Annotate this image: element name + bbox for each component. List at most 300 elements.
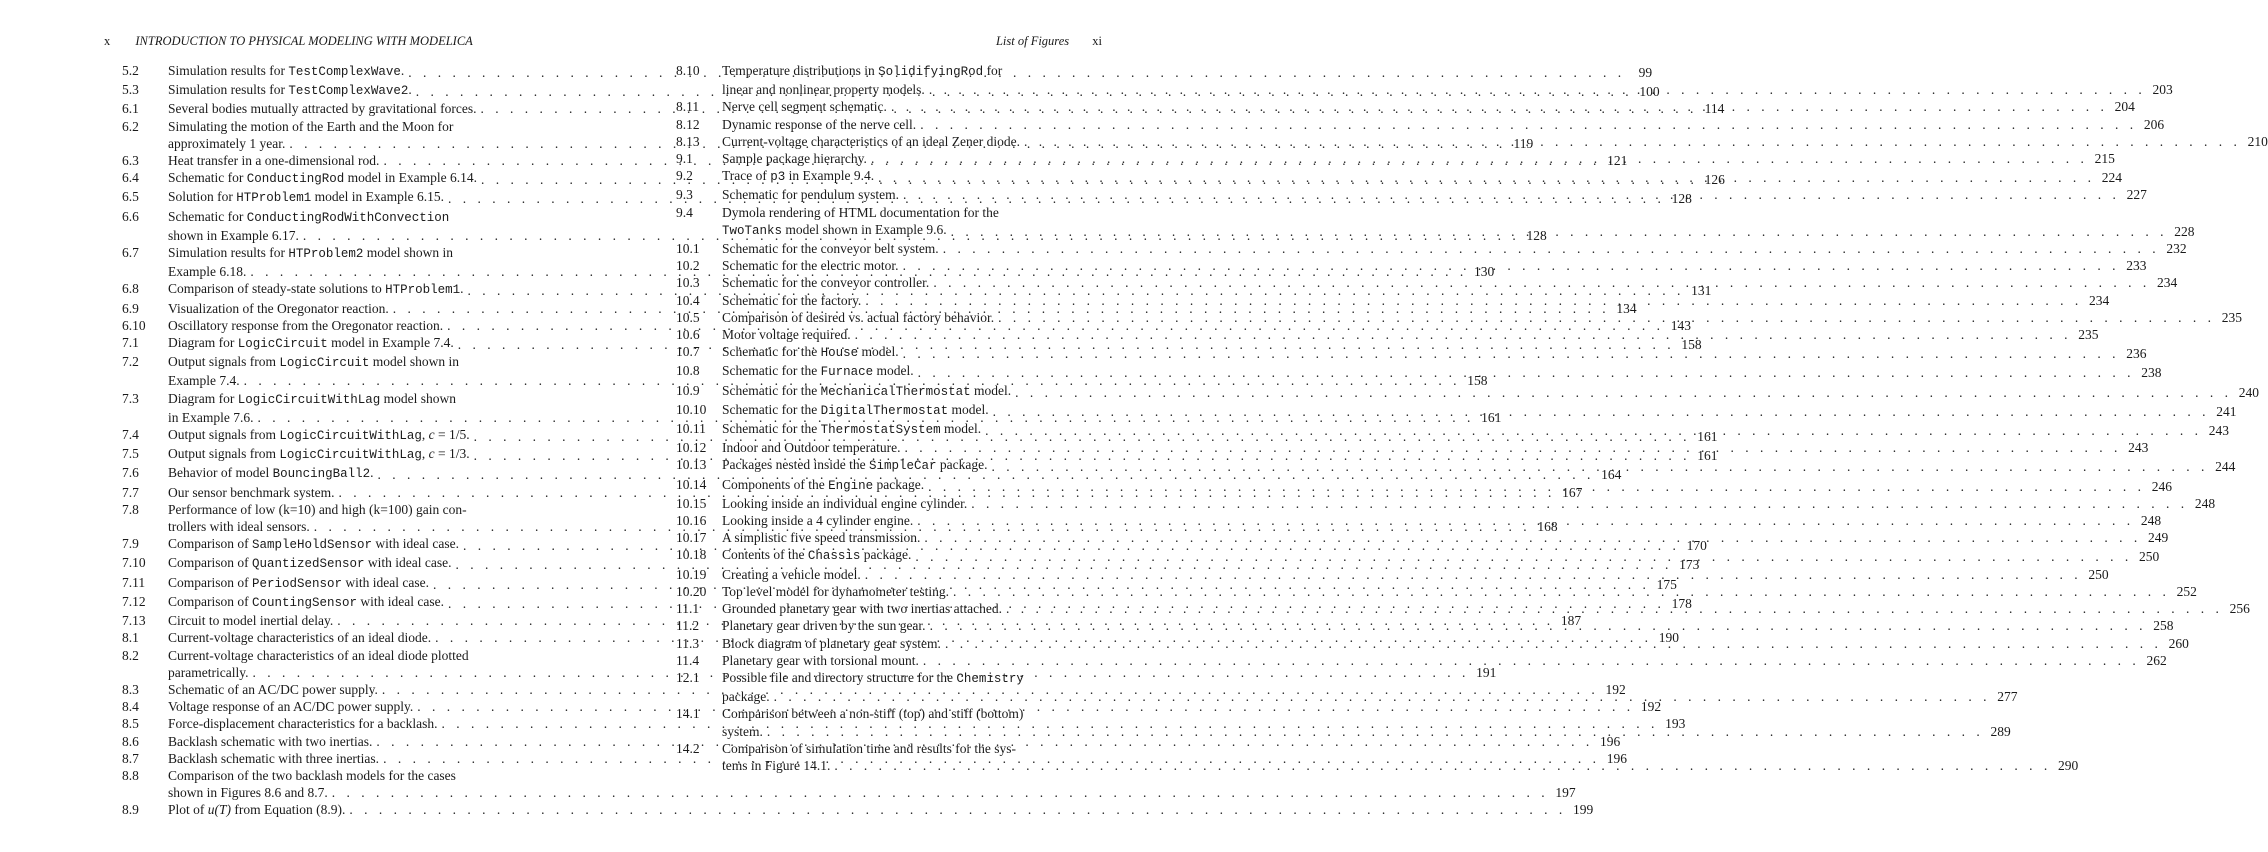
figure-entry — [676, 116, 2165, 133]
figure-entry — [676, 566, 2109, 583]
caption-line — [722, 98, 2135, 115]
figure-number: 8.12 — [676, 116, 700, 132]
caption-line — [168, 801, 1593, 818]
page-ref: 168 — [1537, 519, 1558, 535]
caption-text: trollers with ideal sensors. — [168, 519, 310, 535]
caption-text: Schematic for the electric motor. — [722, 258, 899, 274]
caption-line — [722, 116, 2164, 133]
figure-number: 5.2 — [122, 63, 139, 78]
caption-text: Diagram for LogicCircuit model in Example 7.4. — [168, 335, 454, 352]
page-ref: 191 — [1476, 664, 1497, 680]
caption-text: Top level model for dynamometer testing. — [722, 583, 949, 599]
figure-caption — [722, 652, 2167, 669]
figure-entry — [676, 326, 2099, 343]
figure-number: 8.8 — [122, 767, 139, 783]
caption-text: Comparison of simulation time and results for the sys- — [722, 740, 1016, 756]
figure-number: 11.1 — [676, 601, 700, 617]
figure-number: 11.3 — [676, 635, 700, 651]
caption-text: Solution for HTProblem1 model in Example 6.15. — [168, 189, 445, 206]
page-ref: 258 — [2153, 618, 2174, 634]
figure-caption — [722, 362, 2161, 381]
caption-line — [722, 309, 2242, 326]
page-ref: 187 — [1560, 613, 1582, 629]
caption-text: Schematic for the MechanicalThermostat model. — [722, 382, 1012, 399]
caption-text: Schematic for the conveyor controller. — [722, 275, 930, 291]
page-ref: 175 — [1656, 576, 1677, 592]
dot-leader — [834, 757, 2051, 774]
caption-text: Sample package hierarchy. — [722, 151, 867, 167]
dot-leader — [878, 169, 2095, 186]
code-name: BouncingBall2 — [272, 467, 371, 482]
code-name: p3 — [770, 170, 786, 185]
figure-caption — [722, 669, 2017, 705]
page-ref: 206 — [2143, 116, 2165, 132]
page-ref: 249 — [2148, 530, 2169, 546]
figure-caption — [722, 420, 2229, 439]
dot-leader — [767, 723, 1984, 740]
caption-text: Output signals from LogicCircuit model shown in — [168, 354, 460, 371]
figure-caption — [722, 62, 2173, 98]
figure-caption — [722, 495, 2215, 512]
caption-line — [722, 150, 2115, 167]
caption-line — [722, 456, 2235, 475]
caption-text: Schematic for the ThermostatSystem model. — [722, 421, 982, 438]
code-name: HTProblem2 — [288, 247, 364, 262]
page-ref: 126 — [1704, 172, 1725, 188]
left-page-header — [104, 34, 473, 49]
figure-number: 10.18 — [676, 547, 707, 563]
figure-number: 6.1 — [122, 101, 139, 117]
caption-text: Grounded planetary gear with two inertias attached. — [722, 601, 1003, 617]
code-name: LogicCircuit — [237, 337, 328, 352]
caption-text: linear and nonlinear property models. — [722, 82, 925, 98]
figure-number: 8.6 — [122, 733, 139, 749]
caption-text: Trace of p3 in Example 9.4. — [722, 168, 875, 185]
code-name: LogicCircuitWithLag — [279, 448, 422, 463]
page-ref: 235 — [2078, 327, 2099, 343]
caption-text: Comparison of SampleHoldSensor with ideal case. — [168, 536, 459, 553]
caption-line — [722, 740, 2078, 757]
caption-line — [722, 292, 2109, 309]
dot-leader — [1006, 600, 2223, 617]
page-ref: 128 — [1671, 191, 1692, 207]
figure-number: 10.6 — [676, 327, 700, 343]
page-ref: 167 — [1562, 484, 1583, 500]
code-name: SimpleCar — [868, 459, 937, 474]
page-ref: 241 — [2216, 403, 2237, 419]
caption-text: Voltage response of an AC/DC power supply. — [168, 699, 414, 715]
figure-caption — [722, 401, 2237, 420]
caption-text: Current-voltage characteristics of an ideal diode. — [168, 630, 432, 646]
dot-leader — [349, 801, 1566, 818]
figure-number: 10.14 — [676, 476, 707, 492]
dot-leader — [924, 529, 2141, 546]
caption-line — [168, 784, 1576, 801]
page-ref: 143 — [1670, 317, 1692, 333]
page-ref: 158 — [1681, 337, 1702, 353]
caption-text: Packages nested inside the SimpleCar package. — [722, 457, 988, 474]
caption-line — [722, 439, 2148, 456]
dot-leader — [865, 566, 2082, 583]
caption-line — [722, 529, 2168, 546]
caption-line — [722, 512, 2161, 529]
figure-caption — [722, 343, 2146, 362]
figure-number: 11.4 — [676, 652, 700, 668]
figure-number: 9.4 — [676, 204, 693, 220]
dot-leader — [903, 257, 2120, 274]
figure-caption — [722, 740, 2078, 774]
figure-caption — [722, 98, 2135, 115]
page-ref: 215 — [2094, 151, 2115, 167]
caption-text: Backlash schematic with three inertias. — [168, 750, 380, 766]
dot-leader — [903, 186, 2120, 203]
caption-text: Example 6.18. — [168, 264, 247, 280]
figure-number: 10.8 — [676, 363, 700, 379]
figure-number: 8.10 — [676, 63, 700, 78]
dot-leader — [774, 688, 1991, 705]
caption-text: Diagram for LogicCircuitWithLag model shown — [168, 390, 457, 407]
figure-caption — [722, 456, 2235, 475]
caption-text: package. — [722, 689, 770, 705]
page-ref: 114 — [1704, 101, 1725, 117]
caption-line — [722, 133, 2268, 150]
caption-text: Creating a vehicle model. — [722, 566, 861, 582]
caption-text: shown in Example 6.17. — [168, 227, 299, 243]
code-name: SampleHoldSensor — [252, 538, 373, 553]
caption-text: Motor voltage required. — [722, 327, 851, 343]
figure-number: 10.2 — [676, 258, 700, 274]
math-symbol: c — [428, 427, 435, 443]
page-ref: 243 — [2208, 423, 2229, 439]
page-ref: 234 — [2156, 275, 2178, 291]
figure-number: 6.3 — [122, 153, 139, 169]
caption-text: Looking inside a 4 cylinder engine. — [722, 513, 914, 529]
page-ref: 197 — [1555, 785, 1576, 801]
caption-text: Oscillatory response from the Oregonator reaction. — [168, 317, 444, 333]
dot-leader — [933, 274, 2150, 291]
caption-text: Current-voltage characteristics of an ideal Zener diode. — [722, 133, 1020, 149]
caption-text: Example 7.4. — [168, 373, 240, 389]
dot-leader — [332, 784, 1549, 801]
caption-text: Force-displacement characteristics for a backlash. — [168, 716, 438, 732]
dot-leader — [923, 652, 2140, 669]
caption-text: Schematic for the Furnace model. — [722, 363, 914, 380]
page-ref: 256 — [2229, 601, 2250, 617]
caption-line — [722, 723, 2011, 740]
figure-caption — [722, 705, 2011, 739]
figure-number: 7.11 — [122, 574, 146, 590]
caption-text: Simulation results for TestComplexWave. — [168, 63, 405, 79]
caption-line — [722, 757, 2078, 774]
code-name: SolidifyingRod — [878, 65, 984, 79]
caption-text: Our sensor benchmark system. — [168, 484, 335, 500]
code-name: HTProblem1 — [385, 283, 461, 298]
page-ref: 199 — [1573, 802, 1594, 818]
caption-line — [722, 274, 2177, 291]
page-ref: 204 — [2114, 99, 2135, 115]
dot-leader — [1024, 133, 2241, 150]
caption-text: Possible file and directory structure for the Chemistry — [722, 669, 1024, 686]
page-ref: 250 — [2138, 549, 2160, 565]
figure-caption — [722, 326, 2098, 343]
caption-text: Schematic for the factory. — [722, 292, 862, 308]
caption-line — [722, 362, 2161, 381]
figure-number: 9.2 — [676, 168, 693, 184]
caption-text: approximately 1 year. — [168, 135, 286, 151]
figure-number: 8.7 — [122, 750, 139, 766]
dot-leader — [991, 458, 2208, 475]
page-ref: 246 — [2151, 478, 2172, 494]
figure-number: 7.7 — [122, 484, 139, 500]
figure-number: 8.2 — [122, 647, 139, 663]
caption-text: Several bodies mutually attracted by gravitational forces. — [168, 101, 477, 117]
code-name: CountingSensor — [252, 595, 358, 610]
right-page-number: xi — [1092, 34, 1102, 48]
figure-number: 6.6 — [122, 208, 139, 224]
figure-number: 10.10 — [676, 401, 707, 417]
figure-caption — [722, 133, 2268, 150]
figure-number: 7.3 — [122, 390, 139, 406]
caption-text: Schematic of an AC/DC power supply. — [168, 681, 378, 697]
page-ref: 170 — [1686, 538, 1707, 554]
page-ref: 210 — [2247, 133, 2268, 149]
caption-text: Performance of low (k=10) and high (k=100) gain con- — [168, 501, 467, 517]
figure-number: 9.1 — [676, 151, 693, 167]
caption-text: Comparison of CountingSensor with ideal case. — [168, 593, 444, 610]
caption-text: in Example 7.6. — [168, 409, 254, 425]
figure-number: 7.9 — [122, 536, 139, 552]
page-ref: 228 — [2174, 223, 2195, 239]
code-name: ConductingRodWithConvection — [246, 210, 450, 225]
figure-number: 8.11 — [676, 99, 700, 115]
figure-number: 10.16 — [676, 513, 707, 529]
figure-number: 10.3 — [676, 275, 700, 291]
caption-line — [722, 343, 2146, 362]
page-ref: 192 — [1640, 699, 1662, 715]
left-page-number: x — [104, 34, 111, 48]
caption-line — [722, 401, 2237, 420]
figure-number: 10.15 — [676, 495, 707, 511]
caption-text: Dymola rendering of HTML documentation for the — [722, 204, 999, 220]
figure-caption — [168, 801, 1593, 818]
figure-number: 6.2 — [122, 118, 139, 134]
page-ref: 240 — [2238, 384, 2259, 400]
figure-caption — [722, 583, 2197, 600]
caption-line — [722, 705, 2011, 722]
page-ref: 260 — [2168, 635, 2189, 651]
figure-number: 8.4 — [122, 699, 139, 715]
caption-text: Simulating the motion of the Earth and the Moon for — [168, 118, 454, 134]
figure-number: 8.5 — [122, 716, 139, 732]
caption-text: tems in Figure 14.1. — [722, 757, 831, 773]
figure-number: 6.5 — [122, 189, 139, 205]
page-ref: 190 — [1658, 630, 1680, 646]
page-ref: 233 — [2126, 258, 2147, 274]
code-name: ThermostatSystem — [820, 423, 941, 438]
figure-entry — [676, 240, 2187, 257]
code-name: LogicCircuitWithLag — [279, 429, 422, 444]
figure-caption — [722, 257, 2146, 274]
page-ref: 192 — [1605, 681, 1626, 697]
dot-leader — [920, 116, 2137, 133]
math-symbol: c — [428, 446, 435, 462]
page-ref: 248 — [2194, 495, 2216, 511]
dot-leader — [915, 548, 2132, 565]
caption-text: Heat transfer in a one-dimensional rod. — [168, 153, 380, 169]
page-ref: 236 — [2126, 346, 2147, 362]
caption-text: A simplistic five speed transmission. — [722, 530, 921, 546]
caption-text: Comparison between a non-stiff (top) and stiff (bottom) — [722, 706, 1024, 722]
figure-number: 14.2 — [676, 740, 700, 756]
code-name: DigitalThermostat — [820, 403, 949, 418]
figure-number: 7.10 — [122, 555, 146, 571]
figure-number: 5.3 — [122, 82, 139, 98]
caption-line — [722, 600, 2250, 617]
figure-number: 10.11 — [676, 421, 706, 437]
figure-caption — [722, 439, 2148, 456]
page-ref: 244 — [2215, 459, 2236, 475]
caption-line — [722, 476, 2172, 495]
caption-line — [722, 326, 2098, 343]
figure-number: 6.4 — [122, 170, 139, 186]
page-ref: 252 — [2176, 583, 2197, 599]
figure-number: 6.8 — [122, 281, 139, 297]
dot-leader — [998, 309, 2215, 326]
figure-caption — [722, 116, 2164, 133]
caption-text: Backlash schematic with two inertias. — [168, 733, 373, 749]
figure-caption — [722, 204, 2195, 240]
code-name: Chemistry — [956, 671, 1024, 686]
caption-text: Planetary gear driven by the sun gear. — [722, 618, 926, 634]
caption-text: Visualization of the Oregonator reaction. — [168, 300, 389, 316]
figure-number: 7.5 — [122, 446, 139, 462]
code-name: HTProblem1 — [236, 191, 312, 206]
left-running-title: INTRODUCTION TO PHYSICAL MODELING WITH MODELICA — [135, 34, 473, 48]
caption-line — [722, 617, 2173, 634]
dot-leader — [930, 617, 2147, 634]
code-name: MechanicalThermostat — [820, 384, 971, 399]
dot-leader — [993, 403, 2210, 420]
code-name: Chassis — [807, 549, 861, 564]
figure-caption — [722, 292, 2109, 309]
figure-number: 10.9 — [676, 382, 700, 398]
caption-text: TwoTanks model shown in Example 9.6. — [722, 221, 947, 238]
caption-text: Output signals from LogicCircuitWithLag, c = 1/5. — [168, 427, 470, 444]
figure-number: 6.7 — [122, 245, 139, 261]
caption-text: Schematic for ConductingRod model in Example 6.14. — [168, 170, 477, 187]
figure-number: 10.13 — [676, 457, 707, 473]
caption-text: Output signals from LogicCircuitWithLag, c = 1/3. — [168, 446, 470, 463]
figure-caption — [722, 274, 2177, 291]
dot-leader — [929, 81, 2146, 98]
dot-leader — [1015, 384, 2232, 401]
caption-text: Contents of the Chassis package. — [722, 547, 912, 564]
code-name: TestComplexWave — [288, 65, 401, 79]
figure-number: 8.13 — [676, 133, 700, 149]
code-name: House — [820, 346, 859, 361]
caption-text: Indoor and Outdoor temperature. — [722, 440, 901, 456]
dot-leader — [953, 583, 2170, 600]
dot-leader — [871, 150, 2088, 167]
caption-text: Plot of u(T) from Equation (8.9). — [168, 802, 346, 818]
caption-text: Components of the Engine package. — [722, 476, 925, 493]
caption-line — [722, 688, 2017, 705]
caption-text: Looking inside an individual engine cylinder. — [722, 495, 968, 511]
dot-leader — [945, 635, 2162, 652]
caption-line — [722, 635, 2189, 652]
caption-text: Current-voltage characteristics of an ideal diode plotted — [168, 647, 469, 663]
page-ref: 277 — [1997, 689, 2018, 705]
figure-number: 7.12 — [122, 593, 146, 609]
figure-caption — [722, 167, 2122, 186]
dot-leader — [985, 422, 2202, 439]
figure-number: 7.13 — [122, 613, 146, 629]
figure-number: 10.12 — [676, 440, 707, 456]
figure-number: 14.1 — [676, 706, 700, 722]
code-name: LogicCircuit — [279, 356, 370, 371]
caption-text: Dynamic response of the nerve cell. — [722, 116, 917, 132]
caption-line — [722, 420, 2229, 439]
page-ref: 161 — [1481, 409, 1502, 425]
page-ref: 130 — [1473, 264, 1495, 280]
dot-leader — [891, 98, 2108, 115]
caption-text: parametrically. — [168, 664, 249, 680]
figure-number: 6.10 — [122, 317, 146, 333]
caption-text: Block diagram of planetary gear system. — [722, 635, 941, 651]
page-ref: 178 — [1671, 595, 1692, 611]
caption-text: Planetary gear with torsional mount. — [722, 652, 919, 668]
figure-entry — [122, 767, 1576, 801]
page-ref: 290 — [2058, 757, 2079, 773]
figure-number: 10.20 — [676, 583, 707, 599]
page-ref: 161 — [1697, 429, 1718, 445]
figure-number: 7.2 — [122, 354, 139, 370]
dot-leader — [903, 345, 2120, 362]
caption-text: Behavior of model BouncingBall2. — [168, 465, 374, 482]
page-ref: 99 — [1638, 65, 1653, 80]
page-ref: 289 — [1990, 723, 2011, 739]
code-name: TestComplexWave2 — [288, 84, 409, 99]
figure-caption — [722, 600, 2250, 617]
caption-line — [722, 566, 2109, 583]
page-ref: 238 — [2141, 365, 2162, 381]
caption-text: system. — [722, 723, 763, 739]
figure-number: 12.1 — [676, 669, 700, 685]
caption-line — [722, 81, 2173, 98]
caption-line — [722, 186, 2147, 203]
page-ref: 248 — [2140, 513, 2162, 529]
caption-text: Schematic for the House model. — [722, 344, 899, 361]
code-name: QuantizedSensor — [252, 557, 365, 572]
figure-caption — [722, 546, 2159, 565]
figure-caption — [722, 309, 2242, 326]
figure-number: 7.4 — [122, 427, 139, 443]
figure-number: 7.8 — [122, 501, 139, 517]
figure-number: 11.2 — [676, 618, 700, 634]
dot-leader — [865, 292, 2082, 309]
page-ref: 227 — [2126, 187, 2147, 203]
page-ref: 164 — [1601, 467, 1622, 483]
caption-text: Comparison of desired vs. actual factory behavior. — [722, 309, 995, 325]
page-ref: 243 — [2128, 440, 2149, 456]
figure-entry — [676, 495, 2216, 512]
figure-entry — [676, 382, 2259, 401]
page-ref: 121 — [1607, 153, 1628, 169]
dot-leader — [855, 326, 2072, 343]
dot-leader — [917, 512, 2134, 529]
figure-number: 10.1 — [676, 241, 700, 257]
code-name: Engine — [828, 478, 874, 493]
